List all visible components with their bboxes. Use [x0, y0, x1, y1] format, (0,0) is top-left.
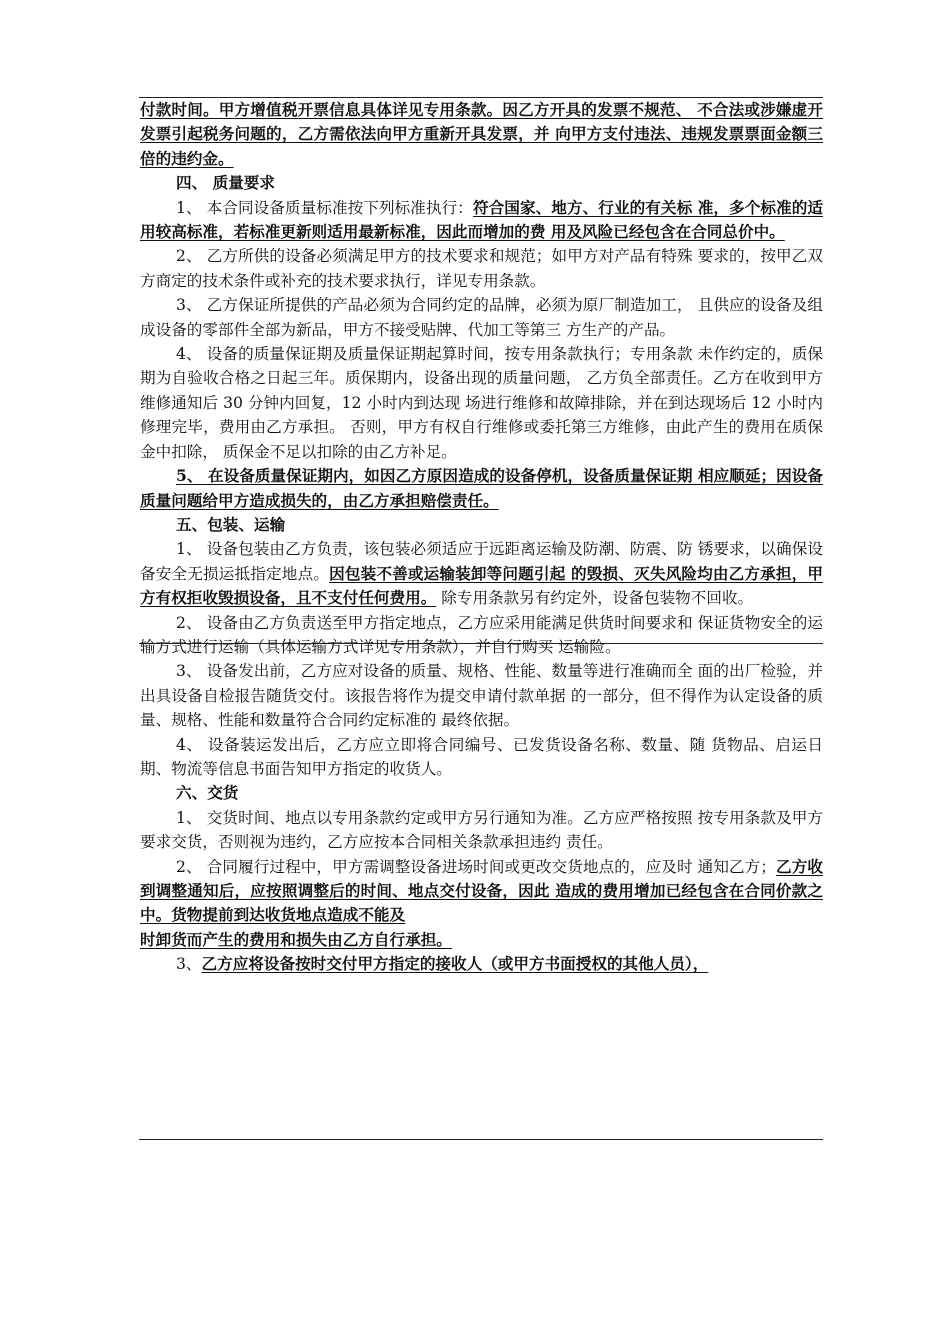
section4-item1: [140, 196, 823, 245]
section5-item1: [140, 537, 823, 610]
section6-item3: [140, 952, 823, 976]
section5-heading: 五、包装、运输: [176, 514, 286, 534]
section4-heading: 四、 质量要求: [176, 173, 275, 193]
section4-item1-prefix: 1、 本合同设备质量标准按下列标准执行：: [176, 198, 473, 217]
section6-item2: [140, 855, 823, 928]
section6-item2-rule: [139, 1139, 823, 1140]
top-paragraph: 付款时间。甲方增值税开票信息具体详见专用条款。因乙方开具的发票不规范、 不合法或涉嫌虚开发票引起税务问题的，乙方需依法向甲方重新开具发票，并 向甲方支付违法、违规发票票面金额三倍的违约金。: [140, 100, 823, 168]
section5-item1-prefix: 1、 设备包装由乙方负责，该包装必须适应于远距离运输及防潮、防震、防 锈要求，以确保设备安全无损运抵指定地点。: [140, 540, 823, 583]
section4-item5: 5、 在设备质量保证期内，如因乙方原因造成的设备停机，设备质量保证期 相应顺延；因设备质量问题给甲方造成损失的，由乙方承担赔偿责任。: [140, 466, 823, 510]
section6-item2-bold-a: 乙方收到调整通知后，应按照调整后的时间、地点交付设备，因此 造成的费用增加已经包含在合同价款之中。货物提前到达收货地点造成不能及: [140, 856, 823, 925]
section4-item2: 2、 乙方所供的设备必须满足甲方的技术要求和规范；如甲方对产品有特殊 要求的，按甲乙双方商定的技术条件或补充的技术要求执行，详见专用条款。: [140, 247, 823, 290]
document-body: [140, 98, 823, 977]
section6-heading: 六、交货: [176, 783, 239, 803]
section6-item3-bold: 乙方应将设备按时交付甲方指定的接收人（或甲方书面授权的其他人员），: [201, 954, 709, 974]
section6-item2-continued: 时卸货而产生的费用和损失由乙方自行承担。: [140, 929, 452, 949]
section5-item4: 4、 设备装运发出后，乙方应立即将合同编号、已发货设备名称、数量、随 货物品、启运日期、物流等信息书面告知甲方指定的收货人。: [140, 735, 823, 778]
section6-item1: 1、 交货时间、地点以专用条款约定或甲方另行通知为准。乙方应严格按照 按专用条款及甲方要求交货，否则视为违约，乙方应按本合同相关条款承担违约 责任。: [140, 808, 823, 852]
section4-item3: 3、 乙方保证所提供的产品必须为合同约定的品牌，必须为原厂制造加工， 且供应的设备及组成设备的零部件全部为新品，甲方不接受贴牌、代加工等第三 方生产的产品。: [140, 296, 823, 339]
section5-item1-bold: 因包装不善或运输装卸等问题引起 的毁损、灭失风险均由乙方承担，甲方有权拒收毁损设备，且不支付任何费用。: [140, 563, 823, 608]
section4-item4: 4、 设备的质量保证期及质量保证期起算时间，按专用条款执行；专用条款 未作约定的，质保期为自验收合格之日起三年。质保期内，设备出现的质量问题， 乙方负全部责任。乙方在收到甲方维修通知后 30 分钟内回复，12 小时内到达现 场进行维修和故障排除，并在到达现场后 12 小时内修理完毕，费用由乙方承担。 否则，甲方有权自行维修或委托第三方维修，由此产生的费用在质保金中扣除， 质保金不足以扣除的由乙方补足。: [140, 345, 823, 461]
section6-item3-prefix: 3、: [176, 955, 202, 974]
section5-item2: 2、 设备由乙方负责送至甲方指定地点，乙方应采用能满足供货时间要求和 保证货物安全的运输方式进行运输（具体运输方式详见专用条款），并自行购买 运输险。: [140, 613, 823, 656]
section6-item2-prefix: 2、 合同履行过程中，甲方需调整设备进场时间或更改交货地点的，应及时 通知乙方；: [176, 857, 776, 876]
section5-item1-suffix: 除专用条款另有约定外，设备包装物不回收。: [436, 589, 754, 608]
section4-item1-bold: 符合国家、地方、行业的有关标 准，多个标准的适用较高标准，若标准更新则适用最新标准，因此而增加的费 用及风险已经包含在合同总价中。: [140, 197, 823, 242]
section5-item3: 3、 设备发出前，乙方应对设备的质量、规格、性能、数量等进行准确而全 面的出厂检验，并出具设备自检报告随货交付。该报告将作为提交申请付款单据 的一部分，但不得作为认定设备的质量、规格、性能和数量符合合同约定标准的 最终依据。: [140, 662, 823, 730]
